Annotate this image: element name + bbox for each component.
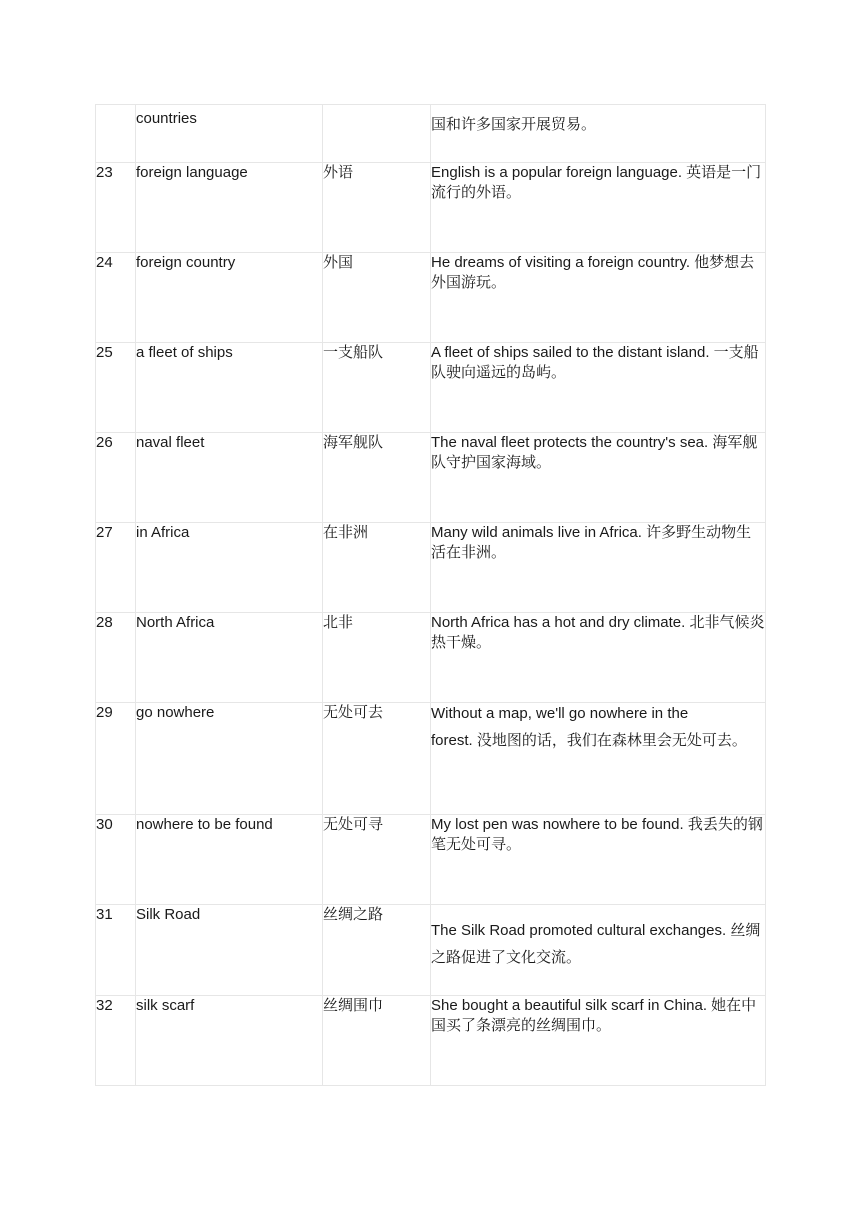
row-number: 30: [96, 815, 136, 905]
example-sentence: North Africa has a hot and dry climate. 北非气候炎热干燥。: [431, 613, 766, 703]
table-row: [96, 613, 766, 703]
chinese-meaning: 外国: [323, 253, 431, 343]
example-sentence: He dreams of visiting a foreign country. 他梦想去外国游玩。: [431, 253, 766, 343]
example-sentence: She bought a beautiful silk scarf in China. 她在中国买了条漂亮的丝绸围巾。: [431, 996, 766, 1086]
chinese-meaning: 一支船队: [323, 343, 431, 433]
english-phrase: North Africa: [136, 613, 323, 703]
chinese-meaning: 北非: [323, 613, 431, 703]
english-phrase: naval fleet: [136, 433, 323, 523]
english-phrase: foreign country: [136, 253, 323, 343]
table-row: [96, 433, 766, 523]
chinese-meaning: 海军舰队: [323, 433, 431, 523]
english-phrase: in Africa: [136, 523, 323, 613]
table-row: [96, 905, 766, 996]
example-sentence: 国和许多国家开展贸易。: [431, 105, 766, 163]
english-phrase: a fleet of ships: [136, 343, 323, 433]
english-phrase: go nowhere: [136, 703, 323, 815]
table-row: [96, 163, 766, 253]
english-phrase: countries: [136, 105, 323, 163]
example-sentence-line: Without a map, we'll go nowhere in the: [431, 705, 689, 722]
table-row: [96, 253, 766, 343]
example-sentence-line: forest. 没地图的话，我们在森林里会无处可去。: [431, 732, 747, 749]
vocabulary-table: [95, 104, 766, 1086]
table-row: [96, 996, 766, 1086]
chinese-meaning: 在非洲: [323, 523, 431, 613]
row-number: 24: [96, 253, 136, 343]
english-phrase: silk scarf: [136, 996, 323, 1086]
example-sentence: Many wild animals live in Africa. 许多野生动物生活在非洲。: [431, 523, 766, 613]
example-sentence: The Silk Road promoted cultural exchanges. 丝绸之路促进了文化交流。: [431, 905, 766, 996]
row-number: 31: [96, 905, 136, 996]
row-number: 26: [96, 433, 136, 523]
table-row: [96, 343, 766, 433]
row-number: 27: [96, 523, 136, 613]
english-phrase: nowhere to be found: [136, 815, 323, 905]
example-sentence: A fleet of ships sailed to the distant island. 一支船队驶向遥远的岛屿。: [431, 343, 766, 433]
chinese-meaning: 丝绸围巾: [323, 996, 431, 1086]
english-phrase: Silk Road: [136, 905, 323, 996]
chinese-meaning: 无处可去: [323, 703, 431, 815]
chinese-meaning: 外语: [323, 163, 431, 253]
example-sentence: English is a popular foreign language. 英语是一门流行的外语。: [431, 163, 766, 253]
chinese-meaning: 丝绸之路: [323, 905, 431, 996]
row-number: 29: [96, 703, 136, 815]
row-number: 28: [96, 613, 136, 703]
example-sentence: My lost pen was nowhere to be found. 我丢失的钢笔无处可寻。: [431, 815, 766, 905]
table-row: [96, 523, 766, 613]
table-row: [96, 703, 766, 815]
chinese-meaning: [323, 105, 431, 163]
row-number: [96, 105, 136, 163]
example-sentence: The naval fleet protects the country's sea. 海军舰队守护国家海域。: [431, 433, 766, 523]
row-number: 23: [96, 163, 136, 253]
row-number: 32: [96, 996, 136, 1086]
table-row: [96, 105, 766, 163]
english-phrase: foreign language: [136, 163, 323, 253]
chinese-meaning: 无处可寻: [323, 815, 431, 905]
table-row: [96, 815, 766, 905]
example-sentence: [431, 703, 766, 815]
row-number: 25: [96, 343, 136, 433]
